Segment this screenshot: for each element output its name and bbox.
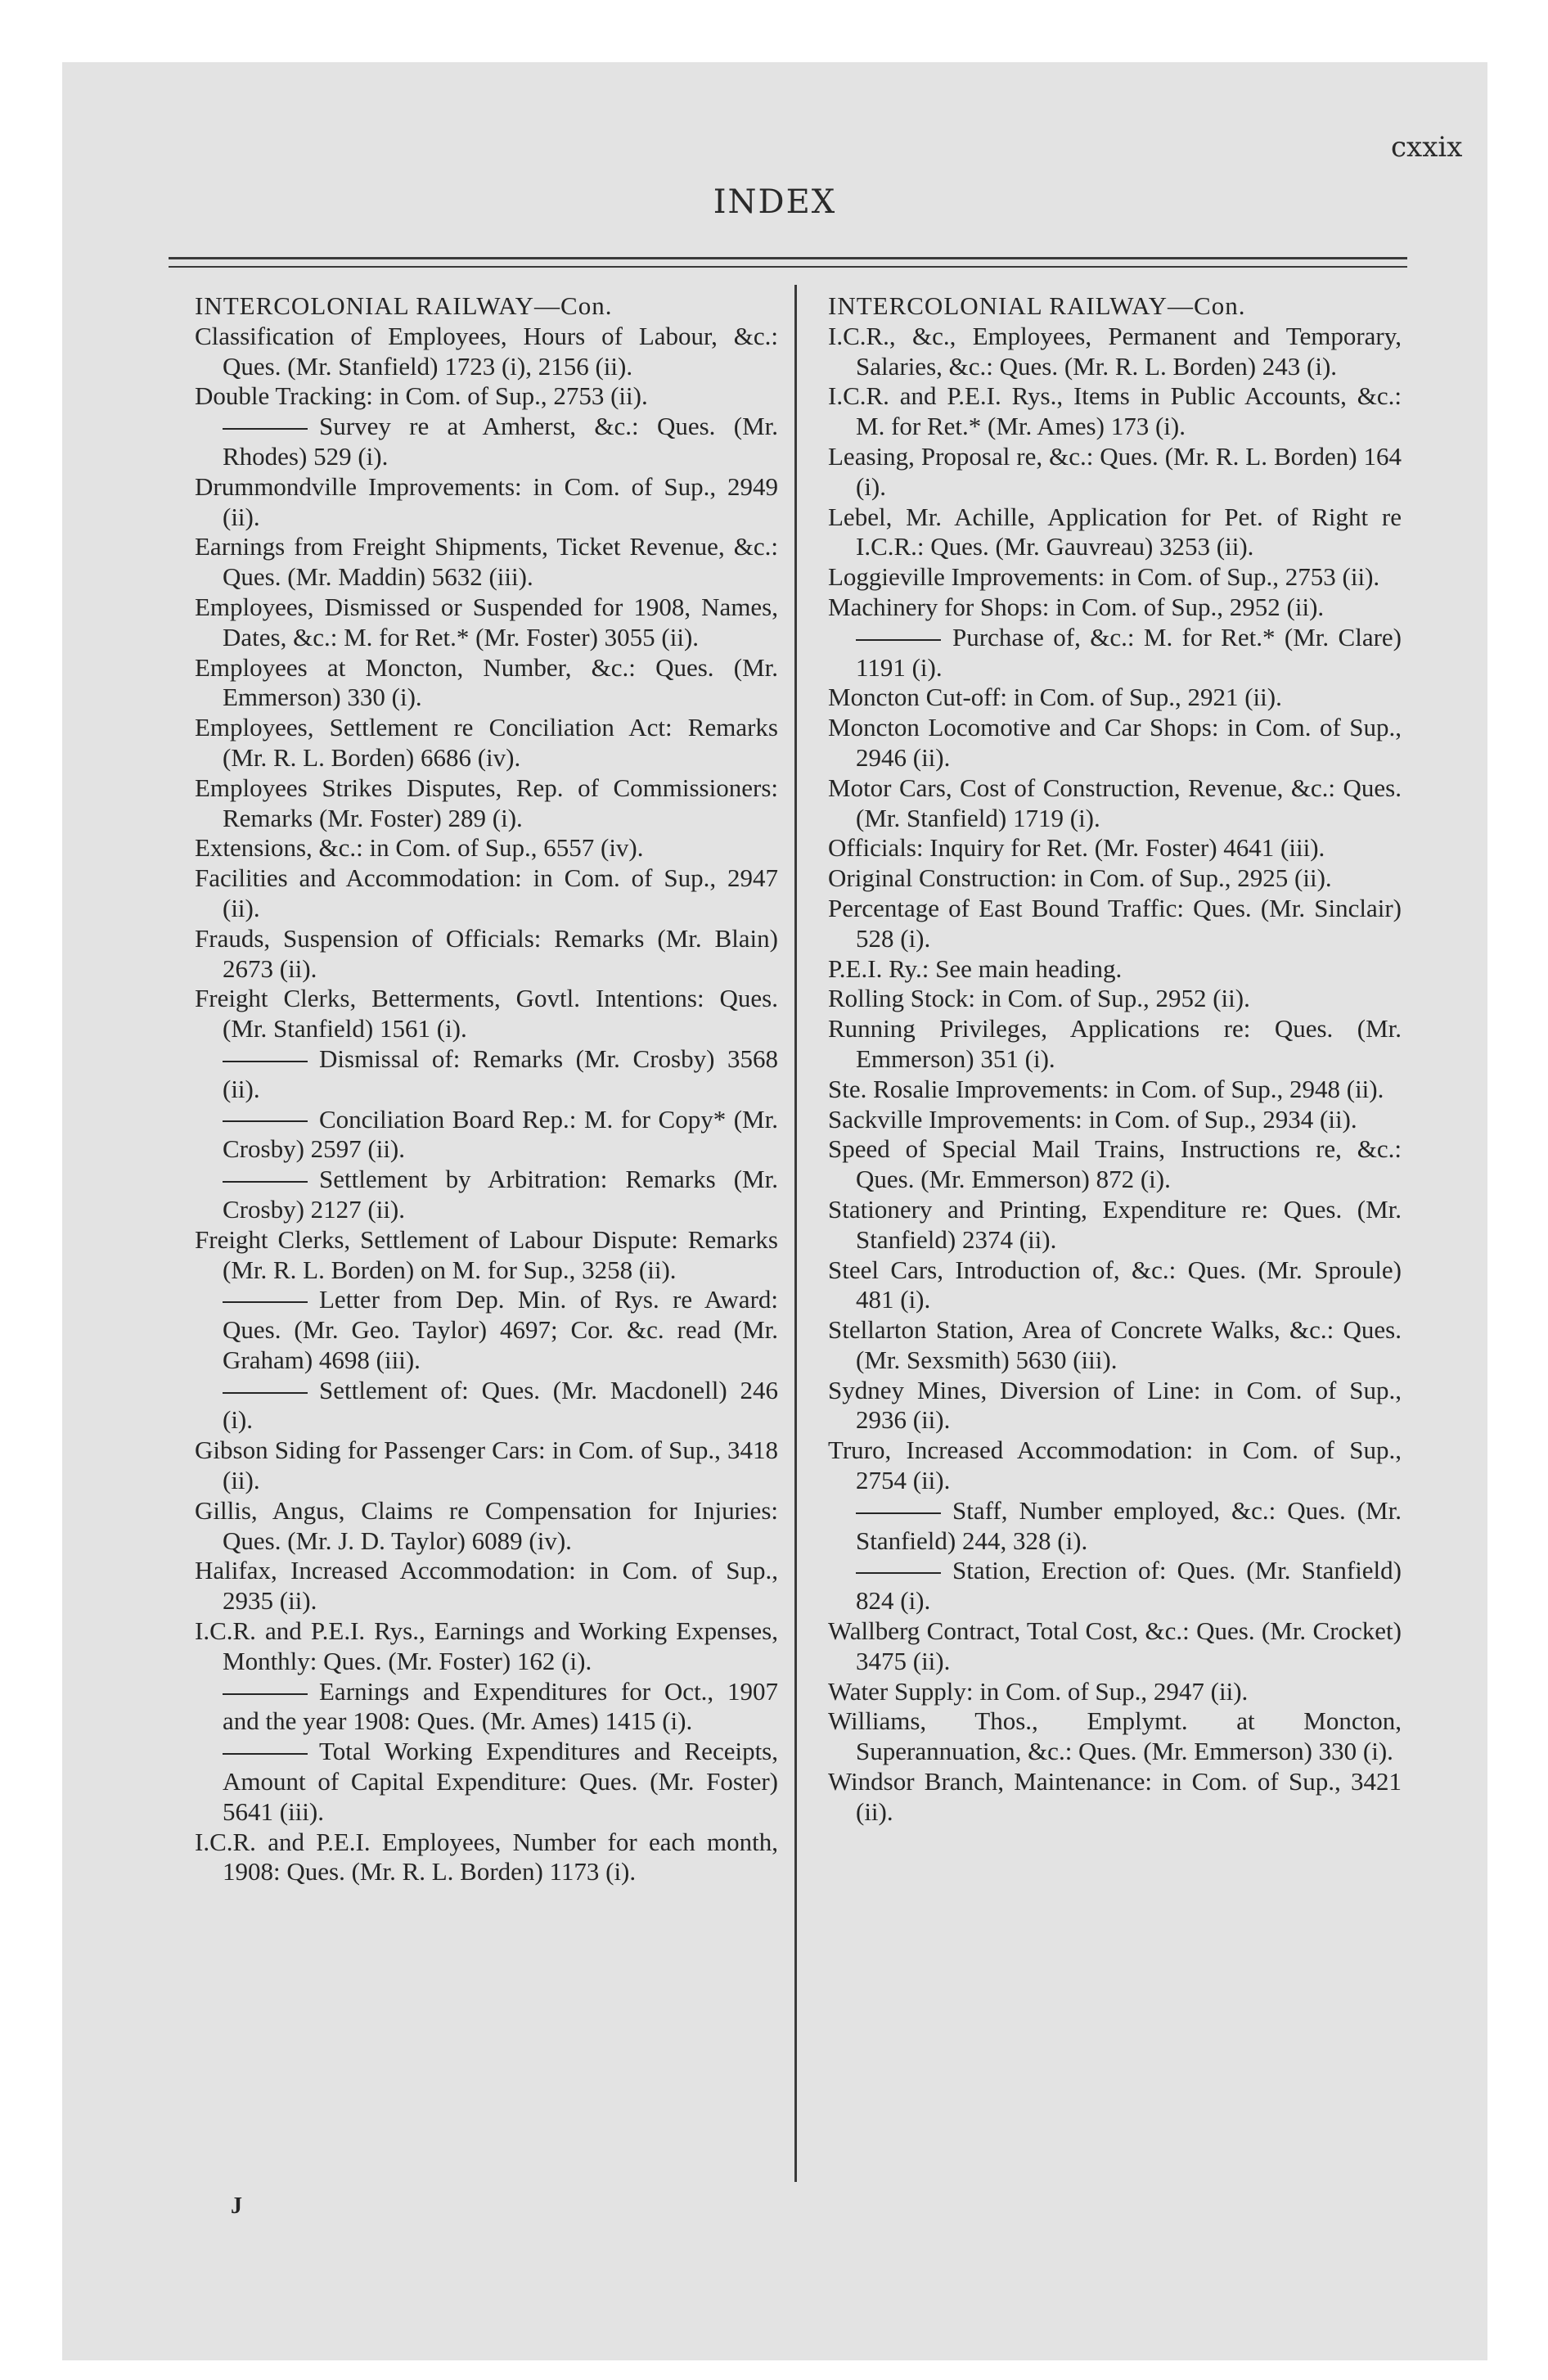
entry-text: Survey re at Amherst, &c.: Ques. (Mr. Rhodes) 529 (i).: [223, 412, 778, 471]
ditto-dash: [223, 428, 308, 430]
left-index-entry: [195, 1044, 778, 1105]
left-index-entry: [195, 1436, 778, 1496]
right-index-entry: [828, 1195, 1402, 1255]
entry-text: Total Working Expenditures and Receipts, Amount of Capital Expenditure: Ques. (Mr. Foster) 5641 (iii).: [223, 1737, 778, 1826]
right-index-entry: [828, 381, 1402, 442]
entry-text: Williams, Thos., Emplymt. at Moncton, Superannuation, &c.: Ques. (Mr. Emmerson) 330 (i).: [828, 1706, 1402, 1766]
right-index-entry: [828, 503, 1402, 563]
left-index-entry: [195, 1105, 778, 1165]
entry-text: Employees at Moncton, Number, &c.: Ques. (Mr. Emmerson) 330 (i).: [195, 652, 778, 712]
column-divider: [794, 285, 797, 2182]
page-sheet: [62, 62, 1487, 2360]
signature-mark: J: [231, 2193, 242, 2219]
left-index-entry: [195, 1225, 778, 1286]
right-index-entry: [828, 1436, 1402, 1496]
left-index-entry: [195, 924, 778, 985]
entry-text: Double Tracking: in Com. of Sup., 2753 (ii).: [195, 381, 648, 411]
entry-text: Dismissal of: Remarks (Mr. Crosby) 3568 (ii).: [223, 1044, 778, 1103]
right-index-entry: [828, 1075, 1402, 1105]
entry-text: Conciliation Board Rep.: M. for Copy* (Mr. Crosby) 2597 (ii).: [223, 1104, 778, 1164]
right-index-entry: [828, 623, 1402, 683]
entry-text: Halifax, Increased Accommodation: in Com. of Sup., 2935 (ii).: [195, 1556, 778, 1616]
right-index-entry: [828, 1376, 1402, 1436]
entry-text: Stellarton Station, Area of Concrete Walks, &c.: Ques. (Mr. Sexsmith) 5630 (iii).: [828, 1315, 1402, 1374]
entry-text: I.C.R. and P.E.I. Employees, Number for each month, 1908: Ques. (Mr. R. L. Borden) 1173 (i).: [195, 1827, 778, 1886]
entry-text: Running Privileges, Applications re: Ques. (Mr. Emmerson) 351 (i).: [828, 1014, 1402, 1073]
left-index-entry: [195, 381, 778, 412]
left-index-entry: [195, 713, 778, 773]
running-title: INDEX: [713, 183, 837, 221]
entry-text: Employees, Dismissed or Suspended for 1908, Names, Dates, &c.: M. for Ret.* (Mr. Foster) 3055 (ii).: [195, 592, 778, 651]
left-entry-list: [195, 322, 778, 1887]
entry-text: I.C.R., &c., Employees, Permanent and Temporary, Salaries, &c.: Ques. (Mr. R. L. Borden) 243 (i).: [828, 321, 1402, 381]
entry-text: Gibson Siding for Passenger Cars: in Com. of Sup., 3418 (ii).: [195, 1436, 778, 1495]
right-index-entry: [828, 954, 1402, 985]
entry-text: Moncton Cut-off: in Com. of Sup., 2921 (ii).: [828, 683, 1282, 712]
right-index-entry: [828, 322, 1402, 382]
right-index-entry: [828, 1767, 1402, 1828]
entry-text: Letter from Dep. Min. of Rys. re Award: Ques. (Mr. Geo. Taylor) 4697; Cor. &c. read (Mr. Graham) 4698 (iii).: [223, 1285, 778, 1374]
left-index-entry: [195, 1285, 778, 1375]
entry-text: Gillis, Angus, Claims re Compensation for Injuries: Ques. (Mr. J. D. Taylor) 6089 (iv).: [195, 1495, 778, 1555]
left-index-entry: [195, 1556, 778, 1616]
entry-text: Purchase of, &c.: M. for Ret.* (Mr. Clare) 1191 (i).: [856, 622, 1402, 682]
right-index-entry: [828, 1496, 1402, 1557]
right-index-entry: [828, 1014, 1402, 1075]
right-index-entry: [828, 1315, 1402, 1376]
entry-text: Settlement of: Ques. (Mr. Macdonell) 246 (i).: [223, 1375, 778, 1435]
left-index-entry: [195, 412, 778, 472]
entry-text: Earnings from Freight Shipments, Ticket Revenue, &c.: Ques. (Mr. Maddin) 5632 (iii).: [195, 532, 778, 592]
entry-text: Classification of Employees, Hours of Labour, &c.: Ques. (Mr. Stanfield) 1723 (i), 2156 (ii).: [195, 321, 778, 381]
entry-text: Ste. Rosalie Improvements: in Com. of Sup., 2948 (ii).: [828, 1074, 1384, 1103]
left-index-entry: [195, 1496, 778, 1557]
left-index-entry: [195, 773, 778, 834]
left-index-entry: [195, 863, 778, 924]
header-rule-top: [169, 257, 1407, 259]
ditto-dash: [223, 1693, 308, 1695]
entry-text: Percentage of East Bound Traffic: Ques. (Mr. Sinclair) 528 (i).: [828, 893, 1402, 953]
left-index-entry: [195, 472, 778, 533]
ditto-dash: [856, 639, 941, 641]
entry-text: Water Supply: in Com. of Sup., 2947 (ii).: [828, 1676, 1249, 1706]
left-index-entry: [195, 1677, 778, 1738]
entry-text: Staff, Number employed, &c.: Ques. (Mr. Stanfield) 244, 328 (i).: [856, 1495, 1402, 1555]
left-index-entry: [195, 984, 778, 1044]
left-index-entry: [195, 1616, 778, 1677]
entry-text: Truro, Increased Accommodation: in Com. of Sup., 2754 (ii).: [828, 1436, 1402, 1495]
ditto-dash: [223, 1392, 308, 1394]
right-index-entry: [828, 863, 1402, 894]
entry-text: Officials: Inquiry for Ret. (Mr. Foster) 4641 (iii).: [828, 833, 1325, 863]
entry-text: Motor Cars, Cost of Construction, Revenue, &c.: Ques. (Mr. Stanfield) 1719 (i).: [828, 773, 1402, 832]
right-index-entry: [828, 894, 1402, 954]
entry-text: Loggieville Improvements: in Com. of Sup., 2753 (ii).: [828, 562, 1380, 592]
right-index-entry: [828, 442, 1402, 503]
left-column: [195, 291, 778, 1887]
left-index-entry: [195, 532, 778, 593]
right-index-entry: [828, 1105, 1402, 1135]
entry-text: Employees Strikes Disputes, Rep. of Commissioners: Remarks (Mr. Foster) 289 (i).: [195, 773, 778, 832]
right-index-entry: [828, 833, 1402, 863]
entry-text: Drummondville Improvements: in Com. of Sup., 2949 (ii).: [195, 471, 778, 531]
entry-text: Facilities and Accommodation: in Com. of Sup., 2947 (ii).: [195, 863, 778, 922]
entry-text: Original Construction: in Com. of Sup., 2925 (ii).: [828, 863, 1332, 893]
entry-text: Sackville Improvements: in Com. of Sup., 2934 (ii).: [828, 1104, 1357, 1134]
left-index-entry: [195, 593, 778, 653]
right-index-entry: [828, 1677, 1402, 1707]
entry-text: Station, Erection of: Ques. (Mr. Stanfield) 824 (i).: [856, 1556, 1402, 1616]
entry-text: Windsor Branch, Maintenance: in Com. of Sup., 3421 (ii).: [828, 1767, 1402, 1826]
ditto-dash: [223, 1753, 308, 1755]
left-index-entry: [195, 1737, 778, 1827]
right-index-entry: [828, 1134, 1402, 1195]
left-section-heading: INTERCOLONIAL RAILWAY—Con.: [195, 291, 613, 320]
entry-text: Sydney Mines, Diversion of Line: in Com. of Sup., 2936 (ii).: [828, 1375, 1402, 1435]
entry-text: Frauds, Suspension of Officials: Remarks (Mr. Blain) 2673 (ii).: [195, 923, 778, 983]
entry-text: Lebel, Mr. Achille, Application for Pet. of Right re I.C.R.: Ques. (Mr. Gauvreau) 3253 (ii).: [828, 502, 1402, 561]
right-section-heading: INTERCOLONIAL RAILWAY—Con.: [828, 291, 1246, 320]
ditto-dash: [223, 1181, 308, 1183]
right-entry-list: [828, 322, 1402, 1828]
right-index-entry: [828, 683, 1402, 713]
ditto-dash: [856, 1512, 941, 1514]
ditto-dash: [223, 1061, 308, 1062]
entry-text: Employees, Settlement re Conciliation Act: Remarks (Mr. R. L. Borden) 6686 (iv).: [195, 713, 778, 772]
ditto-dash: [223, 1301, 308, 1303]
right-index-entry: [828, 1706, 1402, 1767]
right-index-entry: [828, 1556, 1402, 1616]
right-index-entry: [828, 593, 1402, 623]
entry-text: Rolling Stock: in Com. of Sup., 2952 (ii).: [828, 984, 1250, 1013]
entry-text: Speed of Special Mail Trains, Instructions re, &c.: Ques. (Mr. Emmerson) 872 (i).: [828, 1134, 1402, 1194]
entry-text: Extensions, &c.: in Com. of Sup., 6557 (iv).: [195, 833, 644, 863]
right-index-entry: [828, 984, 1402, 1014]
entry-text: Settlement by Arbitration: Remarks (Mr. Crosby) 2127 (ii).: [223, 1165, 778, 1224]
left-index-entry: [195, 1376, 778, 1436]
right-index-entry: [828, 1616, 1402, 1677]
left-index-entry: [195, 653, 778, 714]
entry-text: Freight Clerks, Settlement of Labour Dispute: Remarks (Mr. R. L. Borden) on M. for Sup., 3258 (ii).: [195, 1224, 778, 1284]
ditto-dash: [223, 1120, 308, 1122]
entry-text: Machinery for Shops: in Com. of Sup., 2952 (ii).: [828, 592, 1325, 621]
entry-text: I.C.R. and P.E.I. Rys., Earnings and Working Expenses, Monthly: Ques. (Mr. Foster) 162 (i).: [195, 1616, 778, 1675]
entry-text: Moncton Locomotive and Car Shops: in Com. of Sup., 2946 (ii).: [828, 713, 1402, 772]
left-index-entry: [195, 1828, 778, 1888]
left-index-entry: [195, 833, 778, 863]
right-index-entry: [828, 562, 1402, 593]
entry-text: Steel Cars, Introduction of, &c.: Ques. (Mr. Sproule) 481 (i).: [828, 1255, 1402, 1314]
entry-text: Earnings and Expenditures for Oct., 1907 and the year 1908: Ques. (Mr. Ames) 1415 (i).: [223, 1676, 778, 1736]
right-column: [828, 291, 1402, 1828]
entry-text: P.E.I. Ry.: See main heading.: [828, 953, 1123, 983]
entry-text: I.C.R. and P.E.I. Rys., Items in Public Accounts, &c.: M. for Ret.* (Mr. Ames) 173 (i).: [828, 381, 1402, 441]
left-index-entry: [195, 322, 778, 382]
ditto-dash: [856, 1572, 941, 1574]
entry-text: Stationery and Printing, Expenditure re: Ques. (Mr. Stanfield) 2374 (ii).: [828, 1194, 1402, 1254]
right-index-entry: [828, 773, 1402, 834]
header-rule-bottom: [169, 266, 1407, 268]
right-index-entry: [828, 1255, 1402, 1316]
left-index-entry: [195, 1165, 778, 1225]
right-index-entry: [828, 713, 1402, 773]
entry-text: Wallberg Contract, Total Cost, &c.: Ques. (Mr. Crocket) 3475 (ii).: [828, 1616, 1402, 1675]
entry-text: Leasing, Proposal re, &c.: Ques. (Mr. R. L. Borden) 164 (i).: [828, 441, 1402, 501]
entry-text: Freight Clerks, Betterments, Govtl. Intentions: Ques. (Mr. Stanfield) 1561 (i).: [195, 984, 778, 1044]
